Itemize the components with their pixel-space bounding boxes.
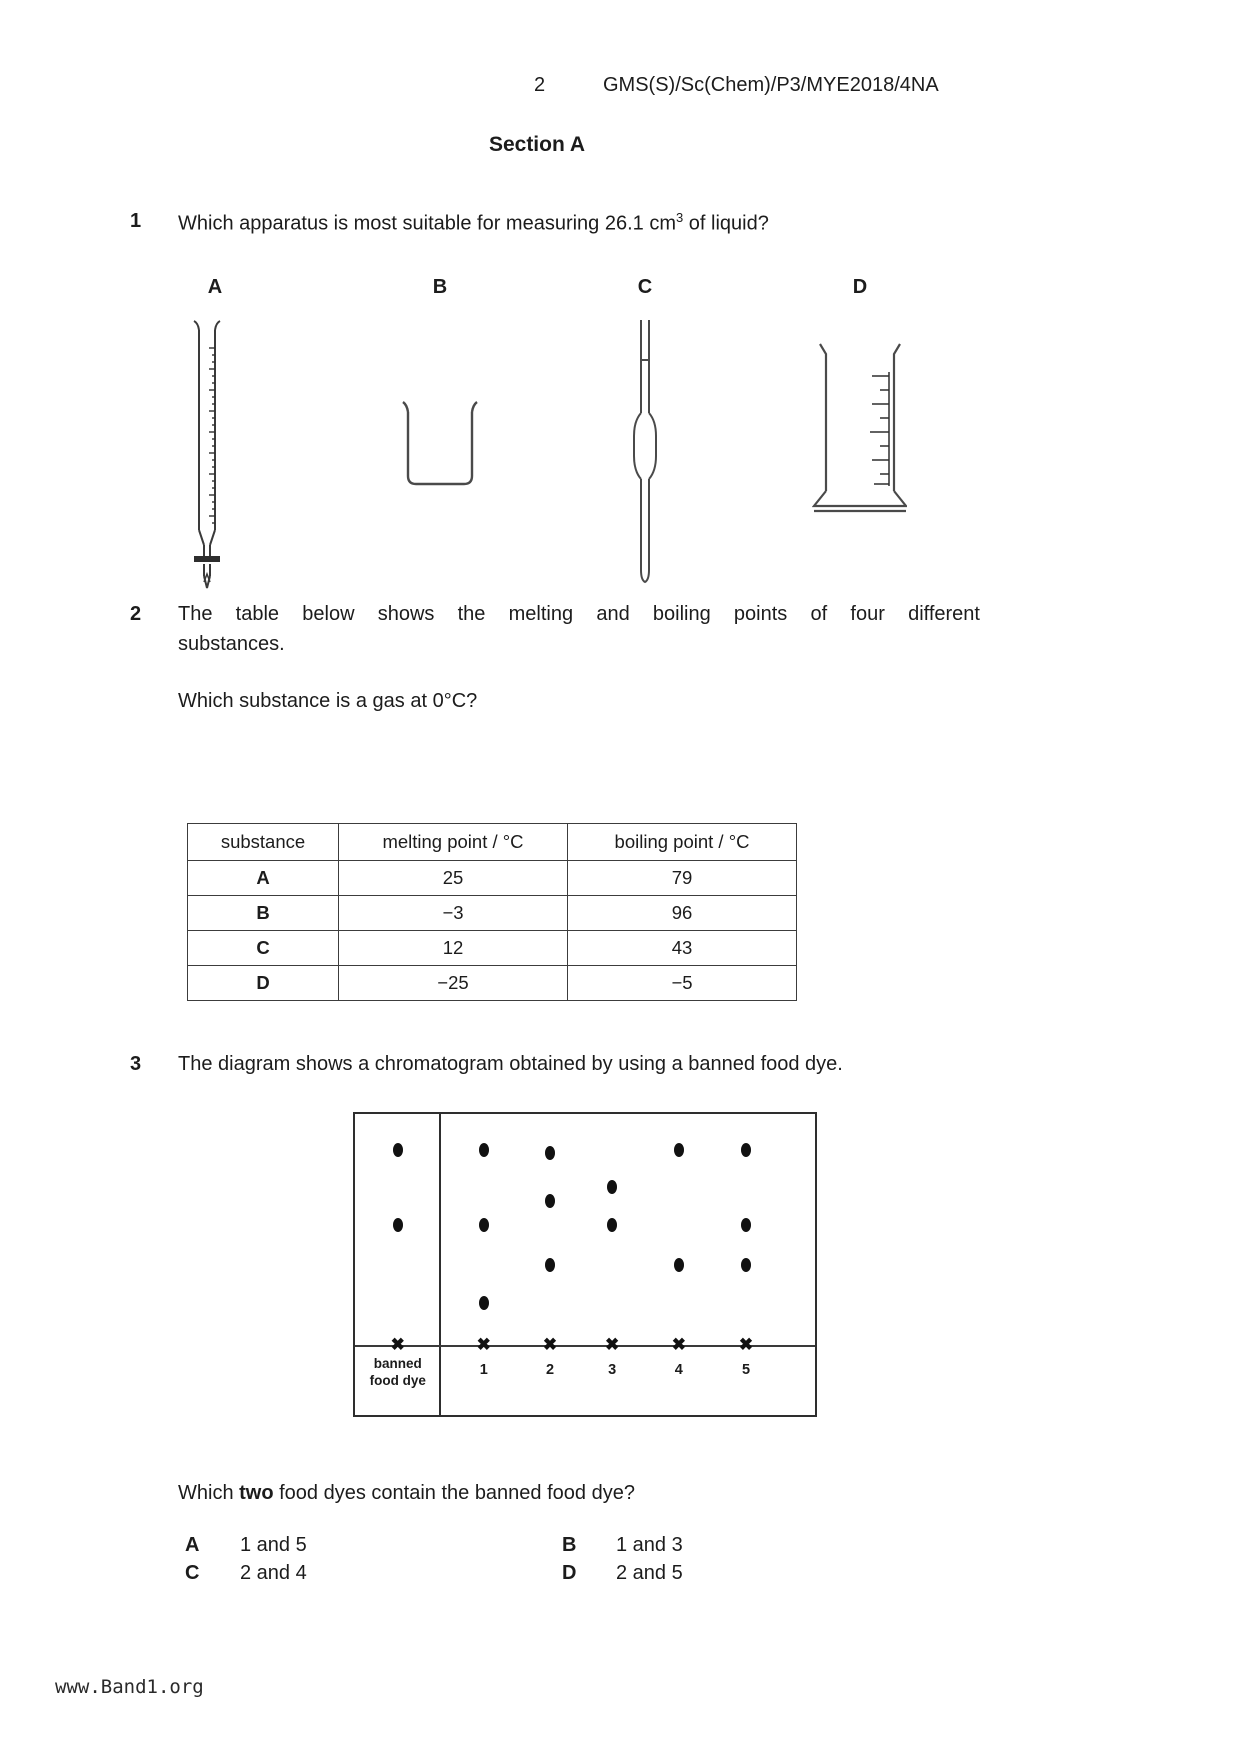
cell-melting: −25: [339, 966, 568, 1001]
chromatogram-spot: [545, 1258, 555, 1272]
table-header-boiling: boiling point / °C: [568, 824, 797, 861]
q3-question-suffix: food dyes contain the banned food dye?: [273, 1482, 635, 1504]
table-header-substance: substance: [188, 824, 339, 861]
beaker-diagram: [398, 396, 482, 498]
option-text-a: 1 and 5: [240, 1534, 307, 1556]
cell-substance: A: [188, 861, 339, 896]
cell-boiling: 96: [568, 896, 797, 931]
q1-superscript: 3: [676, 210, 684, 225]
q3-text: The diagram shows a chromatogram obtained by using a banned food dye.: [178, 1053, 843, 1075]
doc-code: GMS(S)/Sc(Chem)/P3/MYE2018/4NA: [603, 74, 939, 96]
option-text-c: 2 and 4: [240, 1562, 307, 1584]
option-text-b: 1 and 3: [616, 1534, 683, 1556]
cell-substance: C: [188, 931, 339, 966]
apparatus-label-b: B: [432, 276, 448, 298]
measuring-cylinder-diagram: [812, 336, 907, 541]
table-row: [188, 931, 797, 966]
chromatogram-spot: [674, 1258, 684, 1272]
chromatogram-spot: [607, 1218, 617, 1232]
table-header-melting: melting point / °C: [339, 824, 568, 861]
q1-number: 1: [130, 210, 142, 232]
footer-url: www.Band1.org: [55, 1676, 204, 1698]
q1-text: [178, 210, 769, 236]
chromatogram-spot: [479, 1296, 489, 1310]
cell-melting: 25: [339, 861, 568, 896]
chromatogram-spot: [545, 1194, 555, 1208]
cell-boiling: 43: [568, 931, 797, 966]
lane-label: banned food dye: [369, 1355, 426, 1388]
q1-text-after: of liquid?: [683, 212, 769, 235]
chromatogram-box: [353, 1112, 817, 1417]
cell-boiling: −5: [568, 966, 797, 1001]
cell-melting: −3: [339, 896, 568, 931]
table-row: [188, 861, 797, 896]
option-letter-c: C: [185, 1562, 200, 1584]
chromatogram-spot: [393, 1218, 403, 1232]
lane-label: 2: [545, 1361, 555, 1378]
lane-label: 1: [479, 1361, 488, 1378]
q2-text-line1: The table below shows the melting and boiling points of four different: [178, 603, 980, 625]
apparatus-label-c: C: [637, 276, 653, 298]
q2-text-line2: substances.: [178, 633, 285, 655]
q3-number: 3: [130, 1053, 142, 1075]
chromatogram-spot: [545, 1146, 555, 1160]
apparatus-label-a: A: [207, 276, 223, 298]
q3-question-prefix: Which: [178, 1482, 240, 1504]
chromatogram-spot: [607, 1180, 617, 1194]
origin-x-mark: ✖: [671, 1335, 686, 1355]
table-row: [188, 966, 797, 1001]
q2-number: 2: [130, 603, 142, 625]
chromatogram-spot: [741, 1143, 751, 1157]
lane-label: 4: [674, 1361, 683, 1378]
cell-substance: B: [188, 896, 339, 931]
cell-melting: 12: [339, 931, 568, 966]
origin-x-mark: ✖: [390, 1335, 405, 1355]
chromatogram-spot: [741, 1218, 751, 1232]
option-letter-d: D: [562, 1562, 577, 1584]
q3-question: [178, 1482, 635, 1505]
lane-label: 5: [741, 1361, 751, 1378]
chromatogram-spot: [393, 1143, 403, 1157]
origin-x-mark: ✖: [605, 1335, 620, 1355]
cell-substance: D: [188, 966, 339, 1001]
option-letter-b: B: [562, 1534, 577, 1556]
q1-text-before: Which apparatus is most suitable for measuring 26.1 cm: [178, 212, 676, 235]
section-title: Section A: [488, 133, 586, 156]
table-row: [188, 896, 797, 931]
chromatogram-divider-line: [439, 1114, 441, 1415]
option-text-d: 2 and 5: [616, 1562, 683, 1584]
origin-x-mark: ✖: [542, 1335, 558, 1355]
chromatogram-spot: [479, 1218, 489, 1232]
burette-diagram: [185, 318, 245, 590]
melting-boiling-table: [187, 823, 797, 1001]
chromatogram-spot: [741, 1258, 751, 1272]
lane-label: 3: [608, 1361, 617, 1378]
page-number: 2: [534, 74, 546, 96]
pipette-diagram: [625, 318, 665, 586]
chromatogram-spot: [674, 1143, 684, 1157]
chromatogram-spot: [479, 1143, 489, 1157]
origin-x-mark: ✖: [476, 1335, 491, 1355]
cell-boiling: 79: [568, 861, 797, 896]
q2-question: Which substance is a gas at 0°C?: [178, 690, 478, 712]
option-letter-a: A: [185, 1534, 200, 1556]
apparatus-label-d: D: [852, 276, 868, 298]
q3-question-bold: two: [239, 1482, 274, 1504]
origin-x-mark: ✖: [738, 1335, 754, 1355]
table-header-row: [188, 824, 797, 861]
